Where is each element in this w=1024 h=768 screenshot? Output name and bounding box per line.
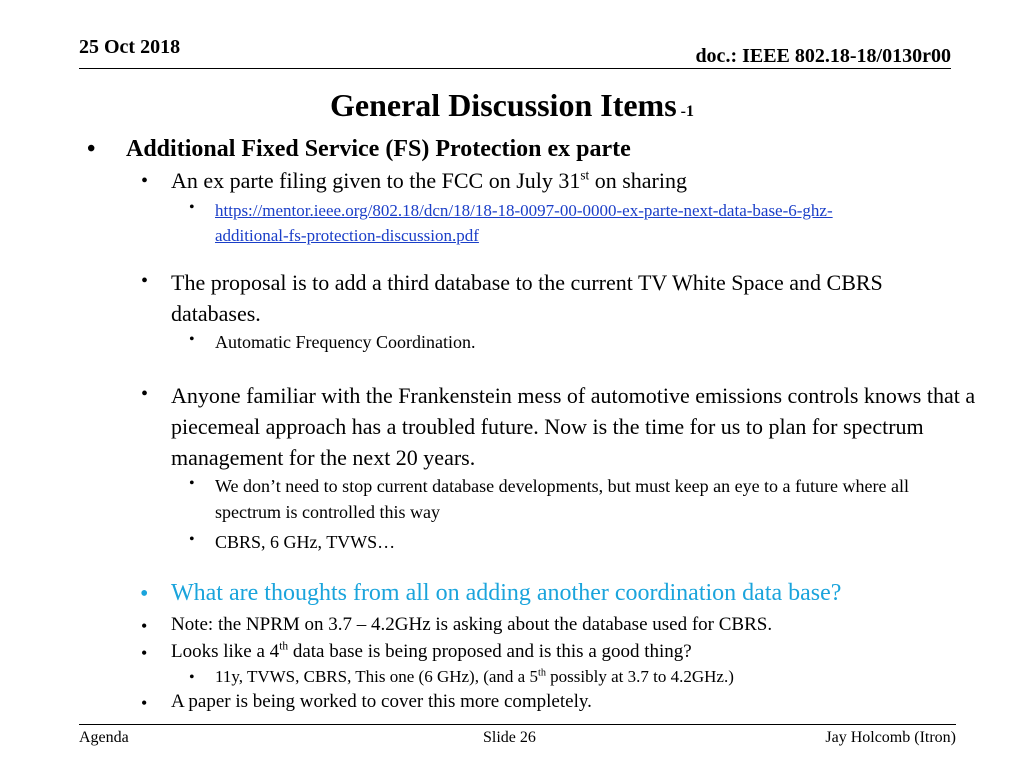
link-line[interactable]: https://mentor.ieee.org/802.18/dcn/18/18-18-0097-00-0000-ex-parte-next-data-base-6-ghz- (215, 201, 833, 220)
bullet-icon: • (140, 581, 149, 607)
footer-divider (79, 724, 956, 725)
bullet-text: We don’t need to stop current database developments, but must keep an eye to a future where all spectrum is controlled this way (215, 476, 909, 522)
bullet-text: Anyone familiar with the Frankenstein mess of automotive emissions controls knows that a piecemeal approach has a troubled future. Now is the time for us to plan for spectrum management for the next 20 years. (171, 383, 976, 470)
superscript: st (580, 167, 590, 183)
bullet-text-part: Looks like a 4 (171, 641, 280, 662)
bullet-icon: • (189, 669, 195, 686)
bullet-icon: • (189, 531, 195, 548)
slide-title-suffix: -1 (676, 103, 694, 120)
bullet-icon: • (189, 199, 195, 216)
bullet-icon: • (87, 136, 96, 162)
bullet-text-part: 11y, TVWS, CBRS, This one (6 GHz), (and a 5 (215, 667, 538, 686)
bullet-text (171, 168, 687, 194)
bullet-text: Automatic Frequency Coordination. (215, 332, 476, 352)
bullet-text (215, 667, 734, 687)
bullet-text-part: possibly at 3.7 to 4.2GHz.) (545, 667, 734, 686)
bullet-text: CBRS, 6 GHz, TVWS… (215, 532, 396, 552)
bullet-icon: • (141, 170, 149, 192)
bullet-icon: • (141, 616, 148, 636)
bullet-text: Note: the NPRM on 3.7 – 4.2GHz is asking about the database used for CBRS. (171, 614, 773, 635)
bullet-text-highlight: What are thoughts from all on adding another coordination data base? (171, 580, 842, 606)
header-divider (79, 68, 951, 69)
bullet-text: Additional Fixed Service (FS) Protection ex parte (126, 136, 631, 162)
bullet-icon: • (189, 475, 195, 492)
bullet-text-part: data base is being proposed and is this a good thing? (288, 641, 692, 662)
superscript: th (279, 640, 289, 653)
bullet-icon: • (141, 270, 149, 292)
bullet-icon: • (141, 693, 148, 713)
slide-title (0, 87, 1024, 124)
footer-left: Agenda (79, 729, 129, 746)
bullet-text-part: on sharing (589, 168, 687, 193)
document-link[interactable] (215, 198, 955, 248)
bullet-icon: • (189, 331, 195, 348)
bullet-icon: • (141, 383, 149, 405)
bullet-icon: • (141, 643, 148, 663)
bullet-text-part: An ex parte filing given to the FCC on July 31 (171, 168, 581, 193)
header-date: 25 Oct 2018 (79, 36, 181, 58)
superscript: th (537, 667, 546, 679)
footer-author: Jay Holcomb (Itron) (825, 729, 956, 746)
header-doc-id: doc.: IEEE 802.18-18/0130r00 (695, 45, 951, 67)
link-line[interactable]: additional-fs-protection-discussion.pdf (215, 226, 479, 245)
bullet-text: A paper is being worked to cover this more completely. (171, 691, 592, 712)
slide-number: Slide 26 (483, 729, 536, 746)
bullet-text (171, 641, 692, 663)
bullet-text: The proposal is to add a third database to the current TV White Space and CBRS databases. (171, 270, 883, 326)
slide-title-main: General Discussion Items (330, 87, 677, 123)
